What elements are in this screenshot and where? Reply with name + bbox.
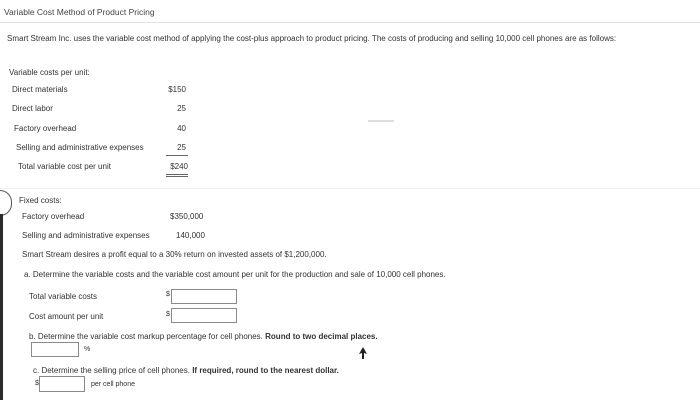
- header-divider: [0, 22, 700, 23]
- currency-prefix: $: [35, 380, 39, 387]
- vc-row-value: 40: [177, 124, 186, 133]
- profit-goal-text: Smart Stream desires a profit equal to a 30% return on invested assets of $1,200,000.: [22, 250, 327, 259]
- percent-suffix: %: [84, 346, 91, 353]
- variable-costs-heading: Variable costs per unit:: [9, 68, 90, 77]
- subtotal-rule: [166, 155, 188, 156]
- fc-row-value: 140,000: [176, 231, 205, 240]
- currency-prefix: $: [166, 311, 170, 318]
- vc-row-value: 25: [177, 104, 186, 113]
- vc-row-label: Direct labor: [12, 104, 53, 113]
- part-b-rounding-note: Round to two decimal places.: [265, 332, 378, 341]
- mouse-cursor-icon: [358, 346, 368, 360]
- cost-amount-per-unit-input[interactable]: [171, 308, 237, 323]
- part-c-prompt-text: c. Determine the selling price of cell phones.: [33, 366, 190, 375]
- vc-row-label: Factory overhead: [14, 124, 77, 133]
- vc-total-value: $240: [170, 162, 188, 171]
- problem-intro: Smart Stream Inc. uses the variable cost method of applying the cost-plus approach to product pricing. The costs of producing and selling 10,000 cell phones are as follows:: [7, 34, 617, 43]
- selling-price-input[interactable]: [39, 376, 85, 392]
- left-edge-bar: [0, 214, 3, 400]
- part-c-rounding-note: If required, round to the nearest dollar.: [192, 366, 339, 375]
- currency-prefix: $: [166, 291, 170, 298]
- vc-total-label: Total variable cost per unit: [18, 162, 111, 171]
- cost-amount-per-unit-label: Cost amount per unit: [29, 312, 104, 321]
- fc-row-label: Selling and administrative expenses: [22, 231, 150, 240]
- page-title: Variable Cost Method of Product Pricing: [4, 7, 155, 17]
- vc-row-value: $150: [168, 85, 186, 94]
- fc-row-label: Factory overhead: [22, 212, 85, 221]
- vc-row-label: Direct materials: [12, 85, 68, 94]
- vc-row-value: 25: [177, 143, 186, 152]
- total-variable-costs-input[interactable]: [171, 289, 237, 304]
- total-double-rule: [166, 176, 188, 177]
- total-double-rule: [166, 174, 188, 175]
- side-tab-handle[interactable]: [0, 190, 12, 216]
- scan-smudge: [368, 120, 394, 122]
- vc-row-label: Selling and administrative expenses: [16, 143, 144, 152]
- part-b-prompt-text: b. Determine the variable cost markup percentage for cell phones.: [29, 332, 263, 341]
- markup-percentage-input[interactable]: [31, 342, 79, 357]
- part-a-prompt: a. Determine the variable costs and the variable cost amount per unit for the production and sale of 10,000 cell phones.: [24, 270, 446, 279]
- part-c-prompt: [33, 366, 339, 375]
- per-cell-phone-suffix: per cell phone: [91, 381, 135, 388]
- fixed-costs-heading: Fixed costs:: [19, 196, 62, 205]
- section-separator: [0, 188, 700, 189]
- fc-row-value: $350,000: [170, 212, 204, 221]
- part-b-prompt: [29, 332, 378, 341]
- total-variable-costs-label: Total variable costs: [29, 292, 98, 301]
